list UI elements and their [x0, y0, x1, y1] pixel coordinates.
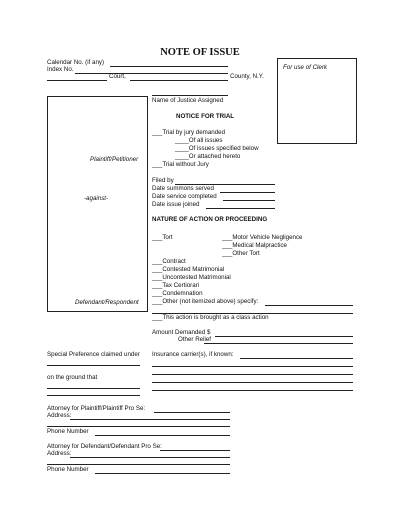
condemnation-option[interactable]: ___Condemnation — [152, 290, 203, 297]
defendant-phone-label: Phone Number — [47, 466, 89, 473]
plaintiff-address-line[interactable] — [70, 419, 230, 420]
attorney-defendant-line[interactable] — [160, 450, 230, 451]
defendant-address-line[interactable] — [70, 457, 230, 458]
defendant-label: Defendant/Respondent — [75, 299, 139, 306]
form-title: NOTE OF ISSUE — [160, 47, 240, 58]
contract-option[interactable]: ___Contract — [152, 258, 186, 265]
insurance-line-4[interactable] — [152, 382, 353, 383]
county-name-line[interactable] — [130, 80, 228, 81]
defendant-address-line-2[interactable] — [47, 464, 230, 465]
ground-line-2[interactable] — [47, 395, 140, 396]
motor-vehicle-option[interactable]: ___Motor Vehicle Negligence — [222, 234, 303, 241]
tort-option[interactable]: ___Tort — [152, 234, 173, 241]
attached-option[interactable]: ____Or attached hereto — [175, 153, 241, 160]
medical-malpractice-option[interactable]: ___Medical Malpractice — [222, 242, 287, 249]
summons-served-line[interactable] — [220, 192, 275, 193]
preference-line-1[interactable] — [47, 365, 140, 366]
justice-label: Name of Justice Assigned — [152, 97, 224, 104]
plaintiff-address-line-2[interactable] — [47, 426, 230, 427]
specified-issues-option[interactable]: ____Of issues specified below — [175, 145, 259, 152]
other-relief-label: Other Relief — [178, 336, 212, 343]
class-action-option[interactable]: ___This action is brought as a class action — [152, 314, 269, 321]
ground-label: on the ground that — [47, 374, 98, 381]
against-label: -against- — [84, 195, 109, 202]
insurance-label: Insurance carrier(s), if known: — [152, 351, 234, 358]
defendant-address-label: Address: — [47, 450, 72, 457]
justice-line[interactable] — [152, 95, 228, 96]
caption-right-border — [147, 96, 148, 311]
issue-joined-label: Date issue joined — [152, 201, 200, 208]
caption-bottom-border — [47, 311, 148, 312]
tax-certiorari-option[interactable]: ___Tax Certiorari — [152, 282, 200, 289]
trial-without-jury-option[interactable]: ___Trial without Jury — [152, 161, 209, 168]
insurance-line-2[interactable] — [152, 366, 353, 367]
amount-demanded-line[interactable] — [215, 336, 353, 337]
contested-option[interactable]: ___Contested Matrimonial — [152, 266, 225, 273]
other-option[interactable]: ___Other (not itemized above) specify: — [152, 298, 259, 305]
defendant-phone-line[interactable] — [95, 473, 230, 474]
uncontested-option[interactable]: ___Uncontested Matrimonial — [152, 274, 231, 281]
summons-served-label: Date summons served — [152, 185, 214, 192]
caption-left-border — [47, 96, 48, 311]
other-relief-line[interactable] — [204, 343, 353, 344]
clerk-box-label: For use of Clerk — [283, 64, 328, 71]
other-specify-line[interactable] — [265, 305, 353, 306]
plaintiff-phone-line[interactable] — [95, 435, 230, 436]
filed-by-label: Filed by — [152, 177, 174, 184]
attorney-plaintiff-line[interactable] — [154, 412, 230, 413]
other-tort-option[interactable]: ___Other Tort — [222, 250, 260, 257]
service-completed-label: Date service completed — [152, 193, 217, 200]
special-preference-label: Special Preference claimed under — [47, 351, 140, 358]
calendar-no-label: Calendar No. (if any) — [47, 59, 105, 66]
index-no-line[interactable] — [75, 73, 228, 74]
service-completed-line[interactable] — [223, 200, 275, 201]
issue-joined-line[interactable] — [206, 208, 275, 209]
attorney-plaintiff-label: Attorney for Plaintiff/Plaintiff Pro Se: — [47, 405, 146, 412]
index-no-label: Index No. — [47, 66, 74, 73]
notice-for-trial-heading: NOTICE FOR TRIAL — [176, 113, 235, 120]
insurance-line-5[interactable] — [152, 390, 353, 391]
caption-top-border — [47, 96, 148, 97]
all-issues-option[interactable]: ____Of all issues — [175, 137, 223, 144]
plaintiff-address-label: Address: — [47, 412, 72, 419]
plaintiff-phone-label: Phone Number — [47, 428, 89, 435]
attorney-defendant-label: Attorney for Defendant/Defendant Pro Se: — [47, 443, 162, 450]
nature-heading: NATURE OF ACTION OR PROCEEDING — [152, 216, 268, 223]
insurance-line-1[interactable] — [240, 358, 353, 359]
amount-demanded-label: Amount Demanded $ — [152, 329, 211, 336]
court-name-line[interactable] — [47, 80, 107, 81]
insurance-line-3[interactable] — [152, 374, 353, 375]
county-label: County, N.Y. — [230, 73, 264, 80]
court-label: Court, — [109, 73, 126, 80]
calendar-no-line[interactable] — [110, 66, 228, 67]
ground-line-1[interactable] — [47, 388, 140, 389]
trial-by-jury-option[interactable]: ___Trial by jury demanded — [152, 129, 226, 136]
plaintiff-label: Plaintiff/Petitioner — [90, 156, 139, 163]
